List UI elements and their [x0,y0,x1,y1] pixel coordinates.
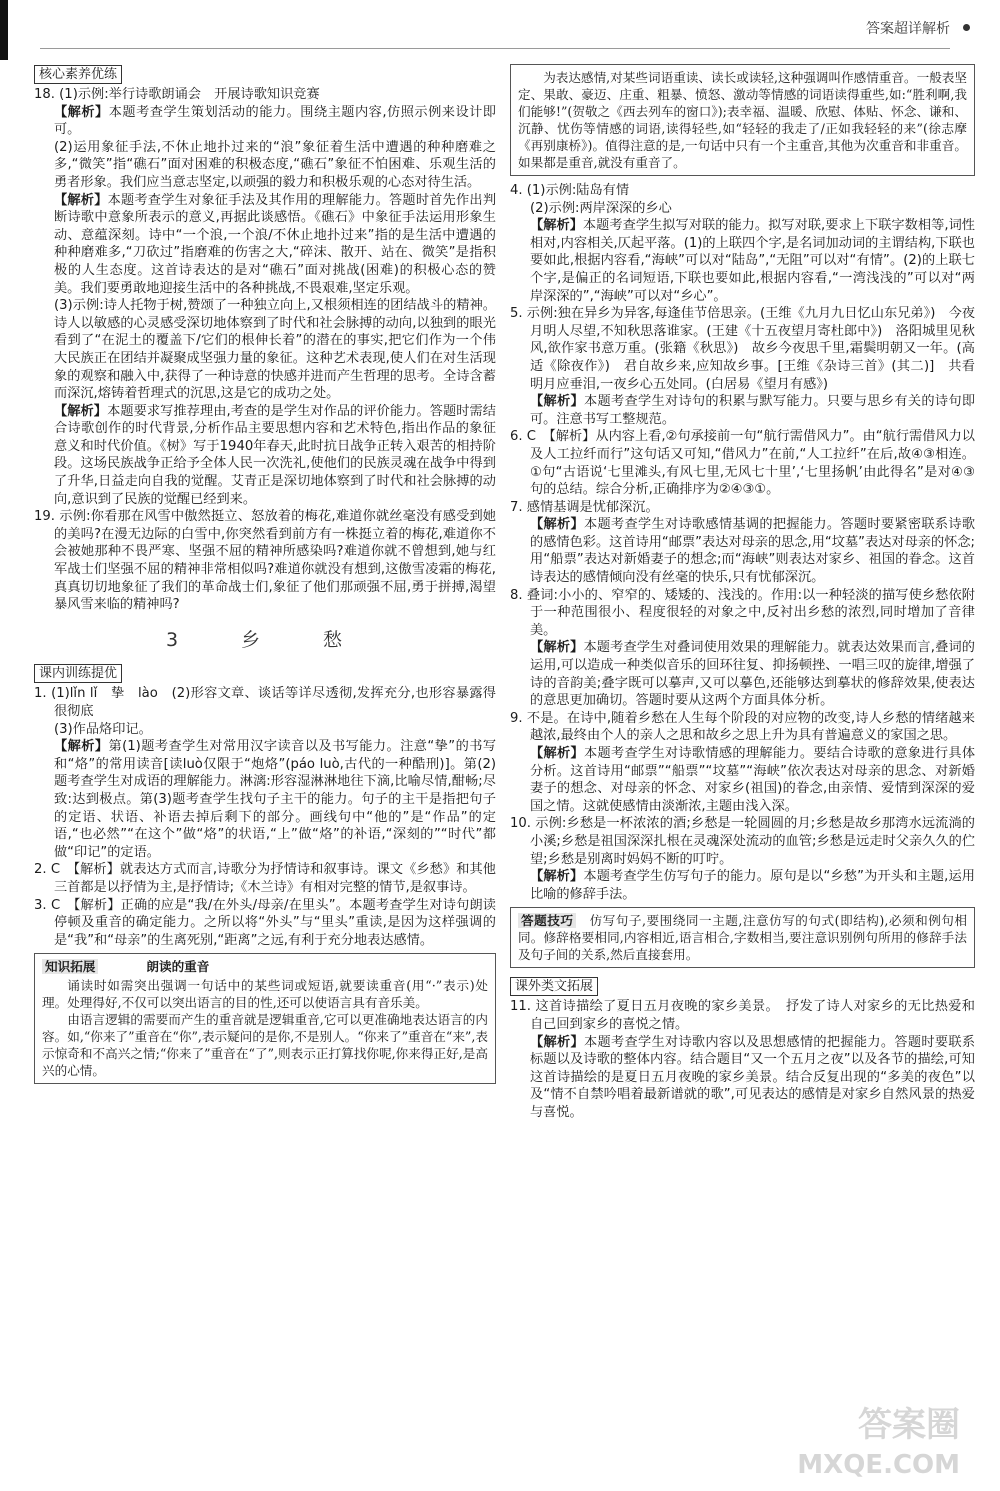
section-heading: 课内训练提优 [34,664,122,683]
answer-1-3: (3)作品烙印记。 [54,721,152,737]
answer-18-2: (2)运用象征手法,不休止地扑过来的“浪”象征着生活中遭遇的种种磨难之多,“微笑”指“礁石”面对困难的积极态度,“礁石”象征不怕困难、乐观生活的勇者形象。我们应当意志坚定,以顽强的毅力和积极乐观的心态对待生活。 [54,139,496,190]
box-tag: 答题技巧 [518,913,576,928]
box-tag: 知识拓展 [42,959,98,974]
analysis-text: 本题考查学生对诗歌内容以及思想感情的把握能力。答题时要联系标题以及诗歌的整体内容。结合题目“又一个五月之夜”以及各节的描绘,可知这首诗描绘的是夏日五月夜晚的家乡美景。结合反复出现的“多美的夜色”以及“情不自禁吟唱着最新谱就的歌”,可见表达的感情是对家乡自然风景的热爱与喜悦。 [530,1034,976,1120]
section-heading: 核心素养优练 [34,65,122,84]
answer-9: 9. 不是。在诗中,随着乡愁在人生每个阶段的对应物的改变,诗人乡愁的情绪越来越浓,最终由个人的亲人之思和故乡之思上升为具有普遍意义的家国之思。 [510,710,975,744]
knowledge-box [34,953,496,1084]
analysis [34,403,496,509]
answer-10: 10. 示例:乡愁是一杯浓浓的酒;乡愁是一轮圆圆的月;乡愁是故乡那湾水远流淌的小溪;乡愁是祖国深深扎根在灵魂深处流动的血管;乡愁是远走时父亲久久的伫望;乡愁是别离时妈妈不断的叮咛。 [510,816,975,867]
analysis-tag: 【解析】 [54,104,109,120]
box-text: 仿写句子,要围绕同一主题,注意仿写的句式(即结构),必须和例句相同。修辞格要相同,内容相近,语言相合,字数相当,要注意识别例句所用的修辞手法及句子间的关系,然后直接套用。 [518,913,968,963]
answer-6: 6. C 【解析】从内容上看,②句承接前一句“航行需借风力”。由“航行需借风力以及人工拉纤而行”这句话又可知,“借风力”在前,“人工拉纤”在后,故④③相连。①句“古语说‘七里滩头,有风七里,无风七十里’,‘七里扬帆’由此得名”是对④③句的总结。综合分析,正确排序为②④③①。 [510,429,975,498]
analysis [34,738,496,861]
box-paragraph: 由语言逻辑的需要而产生的重音就是逻辑重音,它可以更准确地表达语言的内容。如,“你来了”重音在“你”,表示疑问的是你,不是别人。“你来了”重音在“来”,表示惊奇和不高兴之情;“你来了”重音在“了”,则表示正打算找你呢,你来得正好,是高兴的心情。 [42,1012,488,1079]
analysis [34,192,496,298]
answer-19: 19. 示例:你看那在风雪中傲然挺立、怒放着的梅花,难道你就丝毫没有感受到她的美吗?在漫无边际的白雪中,你突然看到前方有一株挺立着的梅花,难道你不会被她那种不畏严寒、坚强不屈的精神所感染吗?难道你就不曾想到,她与红军战士们坚强不屈的精神非常相似吗?难道你就没有想到,这傲雪凌霜的梅花,真真切切地象征了我们的革命战士们,象征了他们那顽强不屈,勇于拼搏,渴望暴风雪来临的精神吗? [34,509,496,613]
right-column [510,62,975,1122]
analysis-text: 本题考查学生对诗歌感情基调的把握能力。答题时要紧密联系诗歌的感情色彩。这首诗用“邮票”表达对母亲的思念,用“坟墓”表达对母亲的怀念;用“船票”表达对新婚妻子的想念;而“海峡”则表达对家乡、祖国的眷念。这首诗表达的感情倾向没有丝毫的快乐,只有忧郁深沉。 [530,517,976,586]
answer-2: 2. C 【解析】就表达方式而言,诗歌分为抒情诗和叙事诗。课文《乡愁》和其他三首都是以抒情为主,是抒情诗;《木兰诗》有相对完整的情节,是叙事诗。 [34,862,496,895]
analysis-text: 本题考查学生对象征手法及其作用的理解能力。答题时首先作出判断诗歌中意象所表示的意义,再据此谈感悟。《礁石》中象征手法运用形象生动、意蕴深刻。诗中“一个浪,一个浪/不休止地扑过来”指的是生活中遭遇的种种磨难多,“刀砍过”指磨难的伤害之大,“碎沫、散开、站在、微笑”是指积极的人生态度。这首诗表达的是对“礁石”面对挑战(困难)的积极心态的赞美。我们要勇敢地迎接生活中的各种挑战,不畏艰难,坚定乐观。 [54,192,497,296]
analysis [510,868,975,903]
left-column [34,62,496,1090]
analysis-tag: 【解析】 [54,739,109,755]
answer-11: 11. 这首诗描绘了夏日五月夜晚的家乡美景。 抒发了诗人对家乡的无比热爱和自己回到家乡的喜悦之情。 [510,999,975,1032]
answer-18-1: 18. (1)示例:举行诗歌朗诵会 开展诗歌知识竞赛 [34,87,320,102]
answer-4-1: 4. (1)示例:陆岛有情 [510,183,630,198]
box-paragraph [518,912,967,963]
watermark-logo-text: 答案圈 [858,1405,960,1445]
knowledge-box-continued [510,64,975,176]
analysis-text: 本题考查学生对诗歌情感的理解能力。要结合诗歌的意象进行具体分析。这首诗用“邮票”“船票”“坟墓”“海峡”依次表达对母亲的思念、对新婚妻子的想念、对母亲的怀念、对家乡(祖国)的眷念,由亲情、爱情到深深的爱国之情。这就使感情由淡渐浓,主题由浅入深。 [530,746,976,814]
analysis [510,217,975,305]
answer-1: 1. (1)lǐn lǐ 挚 lào (2)形容文章、谈话等详尽透彻,发挥充分,也形容暴露得很彻底 [34,686,496,719]
section-heading: 课外类文拓展 [510,977,598,996]
answer-5: 5. 示例:独在异乡为异客,每逢佳节倍思亲。(王维《九月九日忆山东兄弟》) 今夜月明人尽望,不知秋思落谁家。(王建《十五夜望月寄杜郎中》) 洛阳城里见秋风,欲作家书意万重。(张籍《秋思》) 故乡今夜思千里,霜鬓明朝又一年。(高适《除夜作》) 君自故乡来,应知故乡事。[王维《杂诗三首》(其二)] 共看明月应垂泪,一夜乡心五处同。(白居易《望月有感》) [510,306,975,392]
analysis-tag: 【解析】 [54,403,108,419]
analysis-tag: 【解析】 [530,517,584,533]
box-title: 朗读的重音 [146,959,210,975]
analysis [510,639,975,709]
header-label: 答案超详解析 [866,21,950,37]
tips-box [510,907,975,968]
watermark-url: MXQE.COM [797,1450,960,1480]
analysis-tag: 【解析】 [530,746,584,761]
box-header [42,958,488,975]
header-dot [963,24,970,31]
analysis [510,516,975,586]
analysis-text: 本题考查学生对叠词使用效果的理解能力。就表达效果而言,叠词的运用,可以造成一种类似音乐的回环往复、抑扬顿挫、一唱三叹的旋律,增强了诗的音韵美;叠字既可以摹声,又可以摹色,还能够达到摹状的修辞效果,使表达的意思更加确切。答题时要从这两个方面具体分析。 [530,640,975,709]
site-watermark [797,1405,960,1485]
analysis [510,1034,975,1122]
analysis [510,393,975,428]
analysis-tag: 【解析】 [54,192,108,208]
analysis-tag: 【解析】 [530,640,584,656]
analysis-text: 本题考查学生拟写对联的能力。拟写对联,要求上下联字数相等,词性相对,内容相关,仄起平落。(1)的上联四个字,是名词加动词的主谓结构,下联也要如此,根据内容看,“海峡”可以对“陆岛”,“无阻”可以对“有情”。(2)的上联七个字,是偏正的名词短语,下联也要如此,根据内容看,“一湾浅浅的”可以对“两岸深深的”,“海峡”可以对“乡心”。 [530,218,975,304]
chapter-title: 3 乡 愁 [165,628,365,651]
analysis-tag: 【解析】 [530,218,583,234]
answer-7: 7. 感情基调是忧郁深沉。 [510,499,659,515]
analysis-text: 本题考查学生仿写句子的能力。原句是以“乡愁”为开头和主题,运用比喻的修辞手法。 [530,869,975,902]
analysis-text: 本题要求写推荐理由,考查的是学生对作品的评价能力。答题时需结合诗歌创作的时代背景,分析作品主要思想内容和艺术特色,指出作品的象征意义和时代价值。《树》写于1940年春天,此时抗日战争正转入艰苦的相持阶段。这场民族战争正给予全体人民一次洗礼,使他们的民族灵魂在战争中得到了升华,日益走向自我的觉醒。艾青正是深切地体察到了时代和社会脉搏的动向,意识到了民族的觉醒已经到来。 [54,403,496,507]
answer-4-2: (2)示例:两岸深深的乡心 [530,200,672,216]
box-paragraph: 为表达感情,对某些词语重读、读长或读轻,这种强调叫作感情重音。一般表坚定、果敢、豪迈、庄重、粗暴、愤怒、激动等情感的词语读得重些,如:“胜利啊,我们能够!”(贺敬之《西去列车的窗口》);表幸福、温暖、欣慰、体贴、怀念、谦和、沉静、忧伤等情感的词语,读得轻些,如“轻轻的我走了/正如我轻轻的来”(徐志摩《再别康桥》)。值得注意的是,一句话中只有一个主重音,其他为次重音和非重音。如果都是重音,就没有重音了。 [518,70,967,170]
analysis-tag: 【解析】 [530,869,584,885]
binding-bar [0,0,8,60]
analysis [510,745,975,815]
analysis-text: 本题考查学生策划活动的能力。围绕主题内容,仿照示例来设计即可。 [54,104,496,138]
answer-8: 8. 叠词:小小的、窄窄的、矮矮的、浅浅的。作用:以一种轻淡的描写使乡愁依附于一种范围很小、程度很轻的对象之中,反衬出乡愁的浓烈,同时增加了音律美。 [510,587,975,638]
analysis-text: 第(1)题考查学生对常用汉字读音以及书写能力。注意“挚”的书写和“烙”的常用读音[读luò仅限于“炮烙”(páo luò,古代的一种酷刑)]。第(2)题考查学生对成语的理解能力。淋漓:形容湿淋淋地往下滴,比喻尽情,酣畅;尽致:达到极点。第(3)题考查学生找句子主干的能力。句子的主干是指把句子的定语、状语、补语去掉后剩下的部分。画线句中“他的”是“作品”的定语,“也必然”“在这个”做“烙”的状语,“上”做“烙”的补语,“深刻的”“时代”都做“印记”的定语。 [54,739,497,860]
analysis-tag: 【解析】 [530,394,584,410]
answer-3: 3. C 【解析】正确的应是“我/在外头/母亲/在里头”。本题考查学生对诗句朗读停顿及重音的确定能力。之所以将“外头”与“里头”重读,是因为这样强调的是“我”和“母亲”的生离死别,“距离”之远,有利于充分地表达感情。 [34,897,496,948]
header-rule [40,48,950,49]
analysis-tag: 【解析】 [530,1034,584,1050]
answer-18-3: (3)示例:诗人托物于树,赞颂了一种独立向上,又根须相连的团结战斗的精神。诗人以敏感的心灵感受深切地体察到了时代和社会脉搏的动向,以独到的眼光看到了“在泥土的覆盖下/它们的根伸长着”的潜在的事实,把它们作为一个伟大民族正在团结并凝聚成坚强力量的象征。这种艺术表现,使人们在对生活现象的观察和融入中,获得了一种诗意的快感并进而产生哲理的思考。全诗含蓄而深沉,熔铸着哲理式的沉思,这是它的成功之处。 [54,298,496,402]
box-paragraph: 诵读时如需突出强调一句话中的某些词或短语,就要读重音(用“·”表示)处理。处理得好,不仅可以突出语言的目的性,还可以使语言具有音乐美。 [42,978,488,1011]
analysis-text: 本题考查学生对诗句的积累与默写能力。只要与思乡有关的诗句即可。注意书写工整规范。 [530,394,976,427]
analysis [34,104,496,139]
